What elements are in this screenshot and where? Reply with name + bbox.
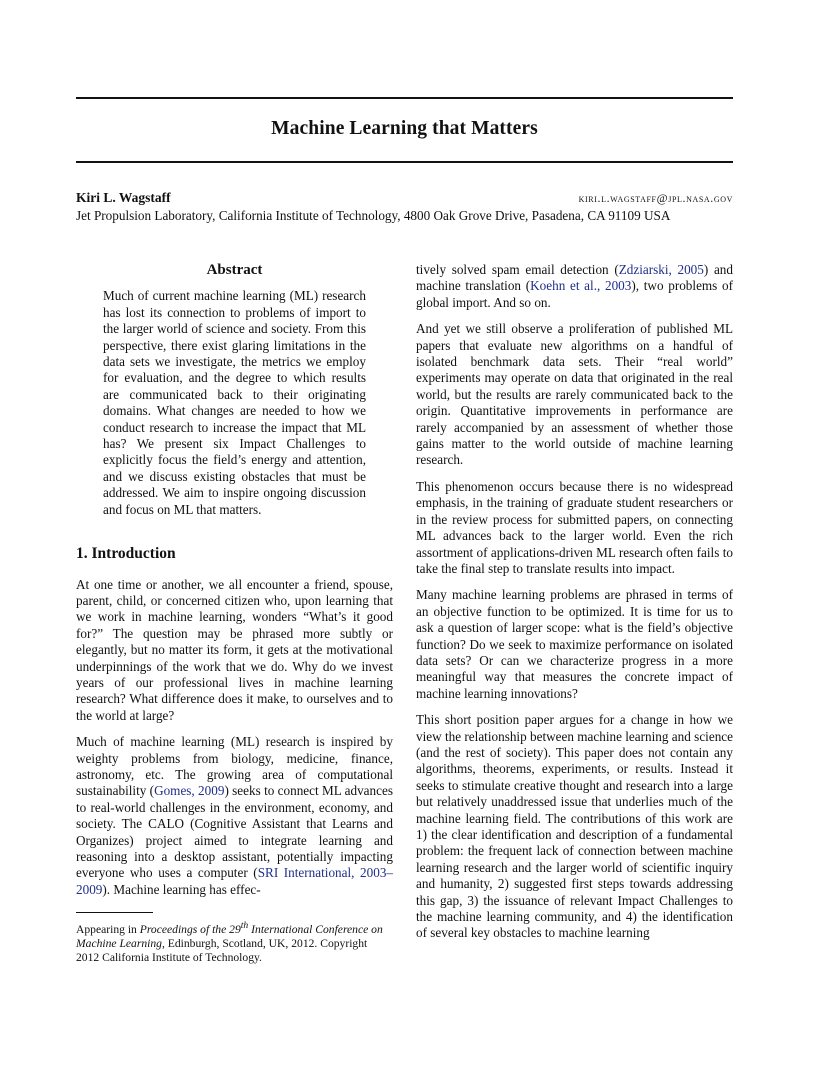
intro-paragraph-2 bbox=[76, 734, 393, 898]
author-name: Kiri L. Wagstaff bbox=[76, 190, 171, 205]
top-rule bbox=[76, 97, 733, 99]
body-paragraph-2: And yet we still observe a proliferation of published ML papers that evaluate new algorithms on a handful of isolated benchmark data sets. Their “real world” experiments may operate on data that originated in the real world, but the results are rarely communicated back to the origin. Quantitative improvements in performance are rarely accompanied by an assessment of whether those gains matter to the world outside of machine learning research. bbox=[416, 321, 733, 468]
body-paragraph-1 bbox=[416, 262, 733, 311]
footnote-rule bbox=[76, 912, 153, 913]
citation-koehn-2003[interactable]: Koehn et al., 2003 bbox=[530, 278, 632, 294]
body-paragraph-4: Many machine learning problems are phrased in terms of an objective function to be optimized. It is time for us to ask a question of larger scope: what is the field’s objective function? Do we seek to maximize performance on isolated data sets? Or can we characterize progress in a more meaningful way that measures the concrete impact of machine learning innovations? bbox=[416, 587, 733, 701]
body-paragraph-3: This phenomenon occurs because there is no widespread emphasis, in the training of graduate student researchers or in the review process for submitted papers, on connecting ML advances back to the larger world. Even the rich assortment of applications-driven ML research often fails to take the final step to translate results into impact. bbox=[416, 478, 733, 576]
citation-sri-international[interactable]: SRI International, 2003–2009 bbox=[76, 865, 394, 897]
body-p1-text-c: ), two problems of global import. And so on. bbox=[416, 278, 733, 310]
intro-p2-text-b: ) seeks to connect ML advances to real-world challenges in the environment, economy, and society. The CALO (Cognitive Assistant that Learns and Organizes) project aimed to integrate learning and reasoning into a desktop assistant, potentially impacting everyone who uses a computer ( bbox=[76, 783, 393, 881]
footnote-superscript: th bbox=[240, 920, 249, 932]
footnote bbox=[76, 919, 393, 965]
footnote-proceedings-a: Proceedings of the 29 bbox=[139, 923, 241, 937]
title-rule bbox=[76, 161, 733, 163]
abstract-heading: Abstract bbox=[206, 262, 263, 278]
footnote-prefix: Appearing in bbox=[76, 923, 140, 937]
intro-p2-text-c: ). Machine learning has effec- bbox=[102, 881, 261, 897]
left-column bbox=[76, 262, 393, 966]
section-heading-introduction: 1. Introduction bbox=[76, 545, 176, 563]
paper-title: Machine Learning that Matters bbox=[271, 118, 538, 139]
right-column bbox=[416, 262, 733, 952]
citation-gomes-2009[interactable]: Gomes, 2009 bbox=[154, 783, 225, 799]
body-p1-text-a: tively solved spam email detection ( bbox=[416, 262, 619, 277]
footnote-proceedings-b: International Conference on Machine Learning bbox=[76, 923, 383, 951]
body-paragraph-5: This short position paper argues for a change in how we view the relationship between machine learning and science (and the rest of society). This paper does not contain any algorithms, theorems, experiments, or results. Instead it seeks to stimulate creative thought and research into a large but relatively unaddressed issue that underlies much of the machine learning field. The contributions of this work are 1) the clear identification and description of a fundamental problem: the frequent lack of connection between machine learning research and the larger world of scientific inquiry and humanity, 2) suggested first steps towards addressing this gap, 3) the issuance of relevant Impact Challenges to the machine learning community, and 4) the identification of several key obstacles to machine learning bbox=[416, 712, 733, 941]
body-p1-text-b: ) and machine translation ( bbox=[416, 262, 733, 294]
citation-zdziarski-2005[interactable]: Zdziarski, 2005 bbox=[618, 262, 704, 277]
author-affiliation: Jet Propulsion Laboratory, California Institute of Technology, 4800 Oak Grove Drive, Pasadena, CA 91109 USA bbox=[76, 208, 671, 223]
intro-p2-text-a: Much of machine learning (ML) research is inspired by weighty problems from biology, medicine, finance, astronomy, etc. The growing area of computational sustainability ( bbox=[76, 734, 393, 799]
author-email: kiri.l.wagstaff@jpl.nasa.gov bbox=[578, 191, 733, 205]
intro-paragraph-1: At one time or another, we all encounter a friend, spouse, parent, child, or concerned citizen who, upon learning that we work in machine learning, wonders “What’s it good for?” The question may be phrased more subtly or elegantly, but no matter its form, it gets at the motivational underpinnings of the work that we do. Why do we invest years of our professional lives in machine learning research? What difference does it make, to ourselves and to the world at large? bbox=[76, 576, 393, 723]
footnote-suffix: , Edinburgh, Scotland, UK, 2012. Copyright 2012 California Institute of Technology. bbox=[76, 937, 368, 965]
abstract-text: Much of current machine learning (ML) research has lost its connection to problems of import to the larger world of science and society. From this perspective, there exist glaring limitations in the data sets we investigate, the metrics we employ for evaluation, and the degree to which results are communicated back to their originating domains. What changes are needed to how we conduct research to increase the impact that ML has? We present six Impact Challenges to explicitly focus the field’s energy and attention, and we discuss existing obstacles that must be addressed. We aim to inspire ongoing discussion and focus on ML that matters. bbox=[103, 288, 366, 517]
